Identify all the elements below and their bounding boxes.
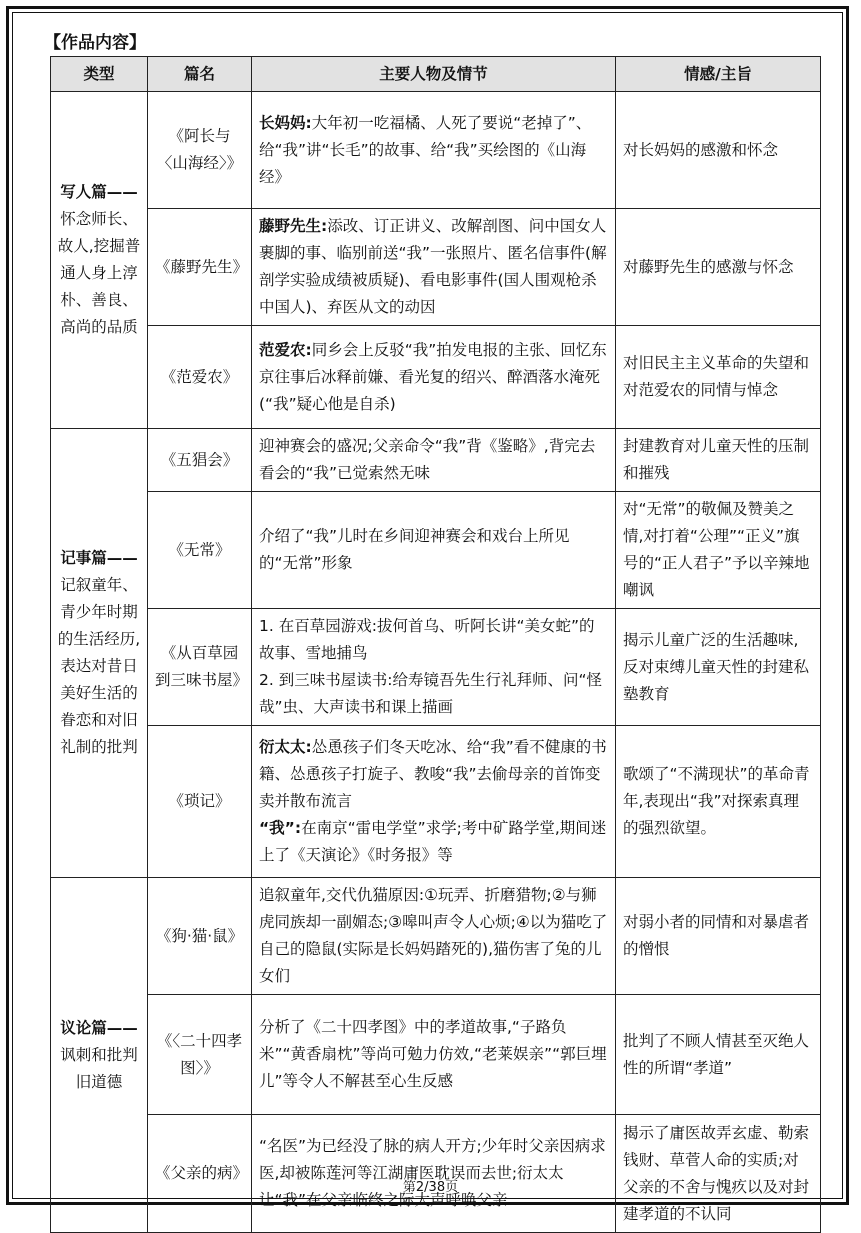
type-cell bbox=[51, 92, 148, 429]
table-row bbox=[51, 726, 821, 878]
character-name: 藤野先生: bbox=[259, 217, 328, 235]
table-row bbox=[51, 492, 821, 609]
type-name: 记事篇—— bbox=[60, 549, 138, 567]
table-row bbox=[51, 1115, 821, 1233]
character-name: 长妈妈: bbox=[259, 113, 312, 132]
theme-cell: 封建教育对儿童天性的压制和摧残 bbox=[616, 429, 821, 492]
header-theme: 情感/主旨 bbox=[616, 57, 821, 92]
plot-text: 大年初一吃福橘、人死了要说“老掉了”、给“我”讲“长毛”的故事、给“我”买绘图的《山海经》 bbox=[259, 113, 592, 186]
header-type: 类型 bbox=[51, 57, 148, 92]
plot-item: 2. 到三味书屋读书:给寿镜吾先生行礼拜师、问“怪哉”虫、大声读书和课上描画 bbox=[259, 671, 602, 716]
page-number: 第2/38页 bbox=[402, 1180, 459, 1195]
plot-text: 同乡会上反驳“我”拍发电报的主张、回忆东京往事后冰释前嫌、看光复的绍兴、醉酒落水淹死(“我”疑心他是自杀) bbox=[259, 340, 607, 413]
theme-cell: 对弱小者的同情和对暴虐者的憎恨 bbox=[616, 878, 821, 995]
plot-text: 在南京“雷电学堂”求学;考中矿路学堂,期间迷上了《天演论》《时务报》等 bbox=[259, 819, 607, 864]
theme-cell: 歌颂了“不满现状”的革命青年,表现出“我”对探索真理的强烈欲望。 bbox=[616, 726, 821, 878]
theme-cell: 揭示儿童广泛的生活趣味,反对束缚儿童天性的封建私塾教育 bbox=[616, 609, 821, 726]
work-title: 《父亲的病》 bbox=[148, 1115, 252, 1233]
plot-cell: 分析了《二十四孝图》中的孝道故事,“子路负米”“黄香扇枕”等尚可勉力仿效,“老莱娱亲”“郭巨埋儿”等令人不解甚至心生反感 bbox=[252, 995, 616, 1115]
work-title: 《狗·猫·鼠》 bbox=[148, 878, 252, 995]
work-title: 《五猖会》 bbox=[148, 429, 252, 492]
character-name: “我”: bbox=[259, 819, 302, 837]
plot-cell bbox=[252, 92, 616, 209]
plot-cell: 介绍了“我”儿时在乡间迎神赛会和戏台上所见的“无常”形象 bbox=[252, 492, 616, 609]
plot-text: 怂恿孩子们冬天吃冰、给“我”看不健康的书籍、怂恿孩子打旋子、教唆“我”去偷母亲的首饰变卖并散布流言 bbox=[259, 738, 607, 810]
plot-item bbox=[259, 815, 608, 869]
plot-cell: 迎神赛会的盛况;父亲命令“我”背《鉴略》,背完去看会的“我”已觉索然无味 bbox=[252, 429, 616, 492]
theme-cell: 批判了不顾人情甚至灭绝人性的所谓“孝道” bbox=[616, 995, 821, 1115]
work-title: 《〈二十四孝图〉》 bbox=[148, 995, 252, 1115]
plot-cell: “名医”为已经没了脉的病人开方;少年时父亲因病求医,却被陈莲河等江湖庸医耽误而去世;衍太太让“我”在父亲临终之际大声呼唤父亲 bbox=[252, 1115, 616, 1233]
plot-cell bbox=[252, 726, 616, 878]
theme-cell: 对藤野先生的感激与怀念 bbox=[616, 209, 821, 326]
work-title: 《范爱农》 bbox=[148, 326, 252, 429]
work-title: 《从百草园到三味书屋》 bbox=[148, 609, 252, 726]
plot-item: 1. 在百草园游戏:拔何首乌、听阿长讲“美女蛇”的故事、雪地捕鸟 bbox=[259, 617, 595, 662]
table-row bbox=[51, 209, 821, 326]
section-heading: 【作品内容】 bbox=[44, 33, 146, 53]
plot-cell bbox=[252, 326, 616, 429]
table-row bbox=[51, 995, 821, 1115]
table-header-row bbox=[51, 57, 821, 92]
work-title: 《琐记》 bbox=[148, 726, 252, 878]
plot-text: 添改、订正讲义、改解剖图、问中国女人裹脚的事、临别前送“我”一张照片、匿名信事件(解剖学实验成绩被质疑)、看电影事件(国人围观枪杀中国人)、弃医从文的动因 bbox=[259, 217, 607, 316]
header-title: 篇名 bbox=[148, 57, 252, 92]
table-row bbox=[51, 609, 821, 726]
character-name: 范爱农: bbox=[259, 340, 312, 359]
theme-cell: 对长妈妈的感激和怀念 bbox=[616, 92, 821, 209]
header-plot: 主要人物及情节 bbox=[252, 57, 616, 92]
type-desc: 怀念师长、故人,挖掘普通人身上淳朴、善良、高尚的品质 bbox=[57, 210, 141, 336]
theme-cell: 对“无常”的敬佩及赞美之情,对打着“公理”“正义”旗号的“正人君子”予以辛辣地嘲讽 bbox=[616, 492, 821, 609]
character-name: 衍太太: bbox=[259, 738, 312, 756]
table-row bbox=[51, 326, 821, 429]
table-row bbox=[51, 878, 821, 995]
theme-cell: 揭示了庸医故弄玄虚、勒索钱财、草菅人命的实质;对父亲的不舍与愧疚以及对封建孝道的不认同 bbox=[616, 1115, 821, 1233]
work-title: 《藤野先生》 bbox=[148, 209, 252, 326]
type-desc: 讽刺和批判旧道德 bbox=[60, 1045, 138, 1091]
plot-cell: 追叙童年,交代仇猫原因:①玩弄、折磨猎物;②与狮虎同族却一副媚态;③嗥叫声令人心烦;④以为猫吃了自己的隐鼠(实际是长妈妈踏死的),猫伤害了兔的儿女们 bbox=[252, 878, 616, 995]
plot-cell bbox=[252, 209, 616, 326]
table-row bbox=[51, 92, 821, 209]
type-cell bbox=[51, 429, 148, 878]
work-title: 《无常》 bbox=[148, 492, 252, 609]
type-desc: 记叙童年、青少年时期的生活经历,表达对昔日美好生活的眷恋和对旧礼制的批判 bbox=[57, 576, 141, 756]
table-row bbox=[51, 429, 821, 492]
work-title: 《阿长与〈山海经〉》 bbox=[148, 92, 252, 209]
plot-cell bbox=[252, 609, 616, 726]
works-table bbox=[50, 56, 821, 1233]
type-name: 写人篇—— bbox=[60, 183, 138, 201]
theme-cell: 对旧民主主义革命的失望和对范爱农的同情与悼念 bbox=[616, 326, 821, 429]
plot-item bbox=[259, 734, 608, 815]
type-name: 议论篇—— bbox=[60, 1018, 138, 1037]
